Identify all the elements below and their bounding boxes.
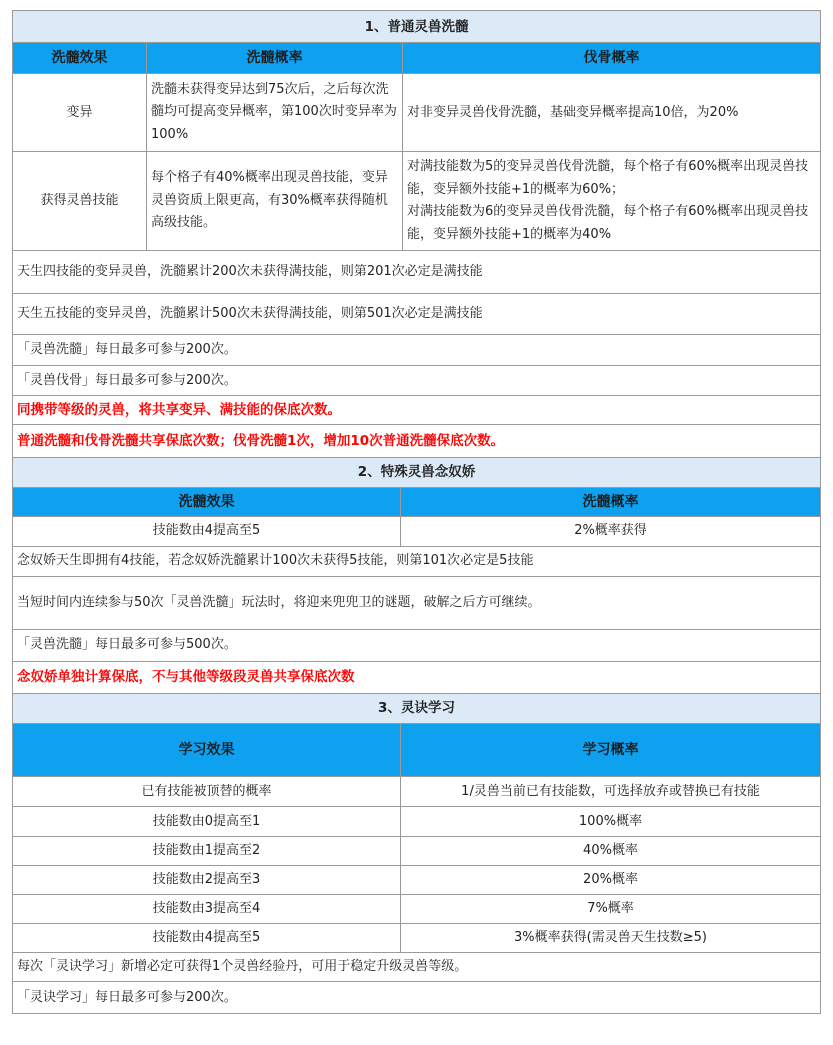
- note-row: 天生五技能的变异灵兽，洗髓累计500次未获得满技能，则第501次必定是满技能: [13, 294, 821, 335]
- cell-probability: 100%概率: [401, 807, 821, 837]
- cell-refine-prob: 每个格子有40%概率出现灵兽技能，变异灵兽资质上限更高，有30%概率获得随机高级技能。: [147, 152, 403, 251]
- page: [12, 10, 820, 1014]
- table-row: [13, 807, 821, 837]
- bone-prob-line-1: 对满技能数为5的变异灵兽伐骨洗髓，每个格子有60%概率出现灵兽技能，变异额外技能+1的概率为60%；: [407, 159, 809, 197]
- highlight-note: 普通洗髓和伐骨洗髓共享保底次数；伐骨洗髓1次，增加10次普通洗髓保底次数。: [13, 425, 821, 458]
- section-title: 3、灵诀学习: [13, 694, 821, 724]
- section-skill-learning: [12, 694, 821, 1015]
- section-special-nianjiao: [12, 458, 821, 694]
- cell-bone-prob: [403, 152, 821, 251]
- cell-effect: 技能数由0提高至1: [13, 807, 401, 837]
- header-refine-effect: 洗髓效果: [13, 487, 401, 516]
- highlight-note: 同携带等级的灵兽，将共享变异、满技能的保底次数。: [13, 396, 821, 425]
- note-row: 「灵兽洗髓」每日最多可参与200次。: [13, 335, 821, 366]
- header-refine-probability: 洗髓概率: [401, 487, 821, 516]
- cell-refine-prob: 洗髓未获得变异达到75次后，之后每次洗髓均可提高变异概率，第100次时变异率为100%: [147, 74, 403, 152]
- bone-prob-line-2: 对满技能数为6的变异灵兽伐骨洗髓，每个格子有60%概率出现灵兽技能，变异额外技能+1的概率为40%: [407, 204, 809, 242]
- highlight-note: 念奴娇单独计算保底，不与其他等级段灵兽共享保底次数: [13, 661, 821, 693]
- note-row: 念奴娇天生即拥有4技能，若念奴娇洗髓累计100次未获得5技能，则第101次必定是5技能: [13, 546, 821, 576]
- cell-probability: 2%概率获得: [401, 516, 821, 546]
- note-row: 「灵兽洗髓」每日最多可参与500次。: [13, 629, 821, 661]
- cell-effect: 技能数由3提高至4: [13, 895, 401, 924]
- table-row: [13, 74, 821, 152]
- section-normal-refine: [12, 10, 821, 458]
- table-row: [13, 777, 821, 807]
- cell-effect: 技能数由4提高至5: [13, 516, 401, 546]
- note-row: 天生四技能的变异灵兽，洗髓累计200次未获得满技能，则第201次必定是满技能: [13, 251, 821, 294]
- cell-effect: 获得灵兽技能: [13, 152, 147, 251]
- cell-probability: 1/灵兽当前已有技能数，可选择放弃或替换已有技能: [401, 777, 821, 807]
- cell-effect: 技能数由1提高至2: [13, 837, 401, 866]
- cell-effect: 变异: [13, 74, 147, 152]
- section-title: 2、特殊灵兽念奴娇: [13, 458, 821, 487]
- section-title: 1、普通灵兽洗髓: [13, 11, 821, 43]
- table-row: [13, 516, 821, 546]
- note-row: 「灵兽伐骨」每日最多可参与200次。: [13, 366, 821, 396]
- header-learn-effect: 学习效果: [13, 724, 401, 777]
- table-row: [13, 837, 821, 866]
- cell-probability: 7%概率: [401, 895, 821, 924]
- cell-bone-prob: 对非变异灵兽伐骨洗髓，基础变异概率提高10倍，为20%: [403, 74, 821, 152]
- header-bone-probability: 伐骨概率: [403, 43, 821, 74]
- table-row: [13, 152, 821, 251]
- table-row: [13, 895, 821, 924]
- note-row: 当短时间内连续参与50次「灵兽洗髓」玩法时，将迎来兜兜卫的谜题，破解之后方可继续。: [13, 576, 821, 629]
- cell-effect: 已有技能被顶替的概率: [13, 777, 401, 807]
- note-row: 「灵诀学习」每日最多可参与200次。: [13, 982, 821, 1014]
- cell-effect: 技能数由2提高至3: [13, 866, 401, 895]
- note-row: 每次「灵诀学习」新增必定可获得1个灵兽经验丹，可用于稳定升级灵兽等级。: [13, 953, 821, 982]
- cell-probability: 20%概率: [401, 866, 821, 895]
- cell-effect: 技能数由4提高至5: [13, 924, 401, 953]
- cell-probability: 3%概率获得(需灵兽天生技数≥5): [401, 924, 821, 953]
- header-learn-probability: 学习概率: [401, 724, 821, 777]
- header-refine-effect: 洗髓效果: [13, 43, 147, 74]
- table-row: [13, 924, 821, 953]
- header-refine-probability: 洗髓概率: [147, 43, 403, 74]
- cell-probability: 40%概率: [401, 837, 821, 866]
- table-row: [13, 866, 821, 895]
